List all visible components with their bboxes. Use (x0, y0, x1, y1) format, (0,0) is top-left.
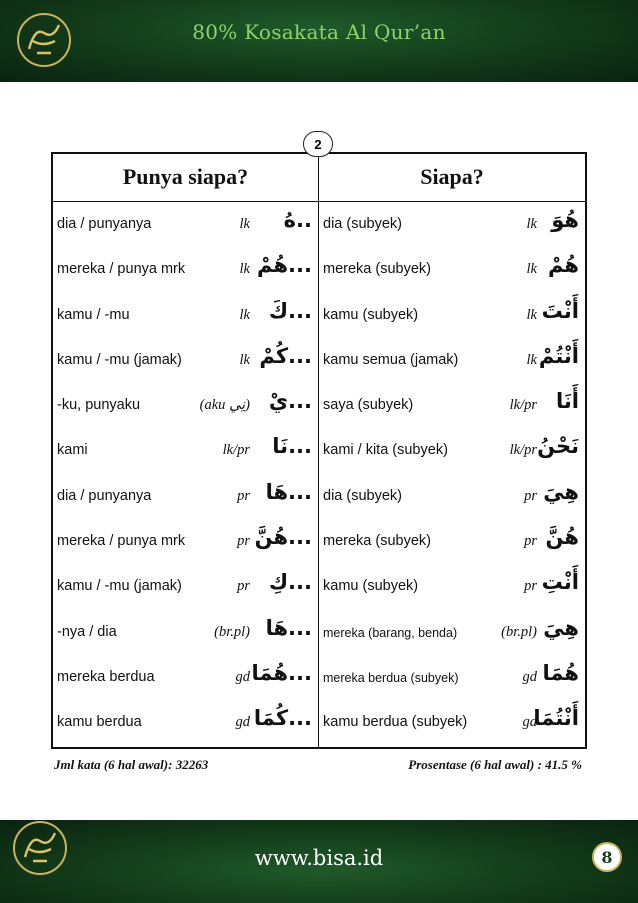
meaning-text: kamu (subyek) (323, 578, 419, 595)
arabic-pronoun: ...كَ (268, 298, 312, 323)
gender-tag: lk (526, 351, 537, 368)
table-row (53, 655, 585, 700)
right-cell (319, 519, 585, 564)
page-footer (0, 820, 638, 903)
arabic-pronoun: ...نَا (272, 434, 312, 459)
gender-tag: gd (235, 714, 250, 731)
meaning-text: mereka (barang, benda) (323, 625, 458, 640)
gender-tag: gd (235, 668, 250, 685)
meaning-text: dia (subyek) (323, 487, 402, 504)
table-row (53, 247, 585, 292)
header-title: 80% Kosakata Al Qur’an (192, 20, 446, 44)
right-column-heading: Siapa? (420, 164, 484, 189)
table-row (53, 338, 585, 383)
left-cell (53, 383, 318, 428)
right-cell (319, 247, 585, 292)
page-number: 8 (592, 842, 622, 872)
gender-tag: lk (239, 351, 250, 368)
meaning-text: mereka berdua (subyek) (323, 670, 459, 685)
table-row (53, 519, 585, 564)
arabic-pronoun: هِيَ (543, 479, 579, 504)
meaning-text: -ku, punyaku (57, 397, 141, 414)
left-cell (53, 700, 318, 745)
gender-tag: pr (237, 487, 250, 504)
table-row (53, 428, 585, 473)
meaning-text: kamu / -mu (jamak) (57, 578, 182, 595)
arabic-pronoun: هُنَّ (545, 525, 579, 550)
meaning-text: kamu semua (jamak) (323, 351, 459, 368)
pronoun-table (51, 152, 587, 749)
meaning-text: mereka berdua (57, 668, 155, 685)
arabic-pronoun: أَنْتُمْ (538, 343, 579, 368)
left-cell (53, 338, 318, 383)
meaning-text: -nya / dia (57, 623, 117, 640)
percentage-stat: Prosentase (6 hal awal) : 41.5 % (408, 757, 582, 772)
table-row (53, 293, 585, 338)
arabic-pronoun: ...كِ (268, 570, 312, 595)
meaning-text: kamu / -mu (jamak) (57, 351, 182, 368)
page-header (0, 0, 638, 82)
arabic-pronoun: أَنْتَ (541, 298, 579, 323)
right-cell (319, 338, 585, 383)
arabic-pronoun: هِيَ (543, 615, 579, 640)
meaning-text: dia / punyanya (57, 216, 152, 232)
meaning-text: mereka (subyek) (323, 261, 431, 278)
gender-tag: pr (237, 578, 250, 595)
right-cell (319, 564, 585, 609)
left-cell (53, 474, 318, 519)
gender-tag: pr (524, 578, 537, 595)
meaning-text: kamu berdua (subyek) (323, 714, 468, 731)
left-cell (53, 293, 318, 338)
arabic-pronoun: ...هُنَّ (254, 525, 312, 550)
right-cell (319, 202, 585, 247)
meaning-text: kami (57, 442, 88, 459)
meaning-text: mereka (subyek) (323, 533, 431, 550)
left-cell (53, 202, 318, 247)
arabic-pronoun: ...هُمَا (251, 660, 312, 685)
arabic-pronoun: ...هَا (265, 615, 312, 640)
gender-tag: lk (526, 216, 537, 232)
meaning-text: saya (subyek) (323, 397, 414, 414)
right-cell (319, 610, 585, 655)
gender-tag: gd (522, 668, 537, 685)
meaning-text: kamu berdua (57, 714, 142, 731)
gender-tag: pr (237, 533, 250, 550)
table-header-row (53, 154, 585, 202)
left-column-heading: Punya siapa? (122, 164, 249, 189)
meaning-text: kamu (subyek) (323, 306, 419, 323)
gender-tag: gd (522, 714, 537, 731)
arabic-pronoun: أَنْتِ (541, 570, 579, 595)
website-url: www.bisa.id (254, 846, 384, 870)
meaning-text: mereka / punya mrk (57, 533, 186, 550)
gender-tag: lk/pr (509, 442, 537, 459)
arabic-pronoun: ...كُمَا (253, 706, 312, 731)
arabic-pronoun: ...كُمْ (259, 343, 312, 368)
table-row (53, 610, 585, 655)
arabic-pronoun: نَحْنُ (537, 434, 579, 459)
right-cell (319, 700, 585, 745)
gender-tag: pr (524, 487, 537, 504)
arabic-pronoun: ..هُ (283, 208, 312, 232)
left-cell (53, 428, 318, 473)
section-number-badge: 2 (303, 131, 333, 157)
left-cell (53, 247, 318, 292)
table-body (53, 202, 585, 746)
meaning-text: kamu / -mu (57, 306, 130, 323)
table-row (53, 202, 585, 247)
gender-tag: lk/pr (222, 442, 250, 459)
gender-tag: lk (239, 216, 250, 232)
right-cell (319, 293, 585, 338)
arabic-pronoun: هُمْ (547, 253, 579, 278)
gender-tag: lk (239, 261, 250, 278)
table-row (53, 564, 585, 609)
arabic-pronoun: أَنَا (556, 389, 579, 414)
left-cell (53, 564, 318, 609)
gender-tag: lk (526, 261, 537, 278)
table-row (53, 474, 585, 519)
gender-tag: (aku نِي) (199, 397, 250, 414)
gender-tag: lk (239, 306, 250, 323)
gender-tag: lk (526, 306, 537, 323)
gender-tag: lk/pr (509, 397, 537, 414)
left-cell (53, 519, 318, 564)
right-cell (319, 428, 585, 473)
table-row (53, 383, 585, 428)
right-cell (319, 383, 585, 428)
arabic-pronoun: ...هَا (265, 479, 312, 504)
meaning-text: dia / punyanya (57, 487, 152, 504)
meaning-text: dia (subyek) (323, 216, 402, 232)
arabic-pronoun: أَنْتُمَا (533, 706, 579, 731)
arabic-pronoun: هُمَا (542, 660, 579, 685)
arabic-pronoun: هُوَ (551, 208, 579, 232)
gender-tag: pr (524, 533, 537, 550)
arabic-pronoun: ...يْ (268, 389, 312, 414)
word-count-stat: Jml kata (6 hal awal): 32263 (54, 757, 209, 772)
arabic-pronoun: ...هُمْ (257, 253, 312, 278)
meaning-text: mereka / punya mrk (57, 261, 186, 278)
table-row (53, 700, 585, 745)
right-cell (319, 474, 585, 519)
gender-tag: (br.pl) (501, 623, 537, 640)
meaning-text: kami / kita (subyek) (323, 442, 448, 459)
gender-tag: (br.pl) (214, 623, 250, 640)
left-cell (53, 655, 318, 700)
right-cell (319, 655, 585, 700)
left-cell (53, 610, 318, 655)
